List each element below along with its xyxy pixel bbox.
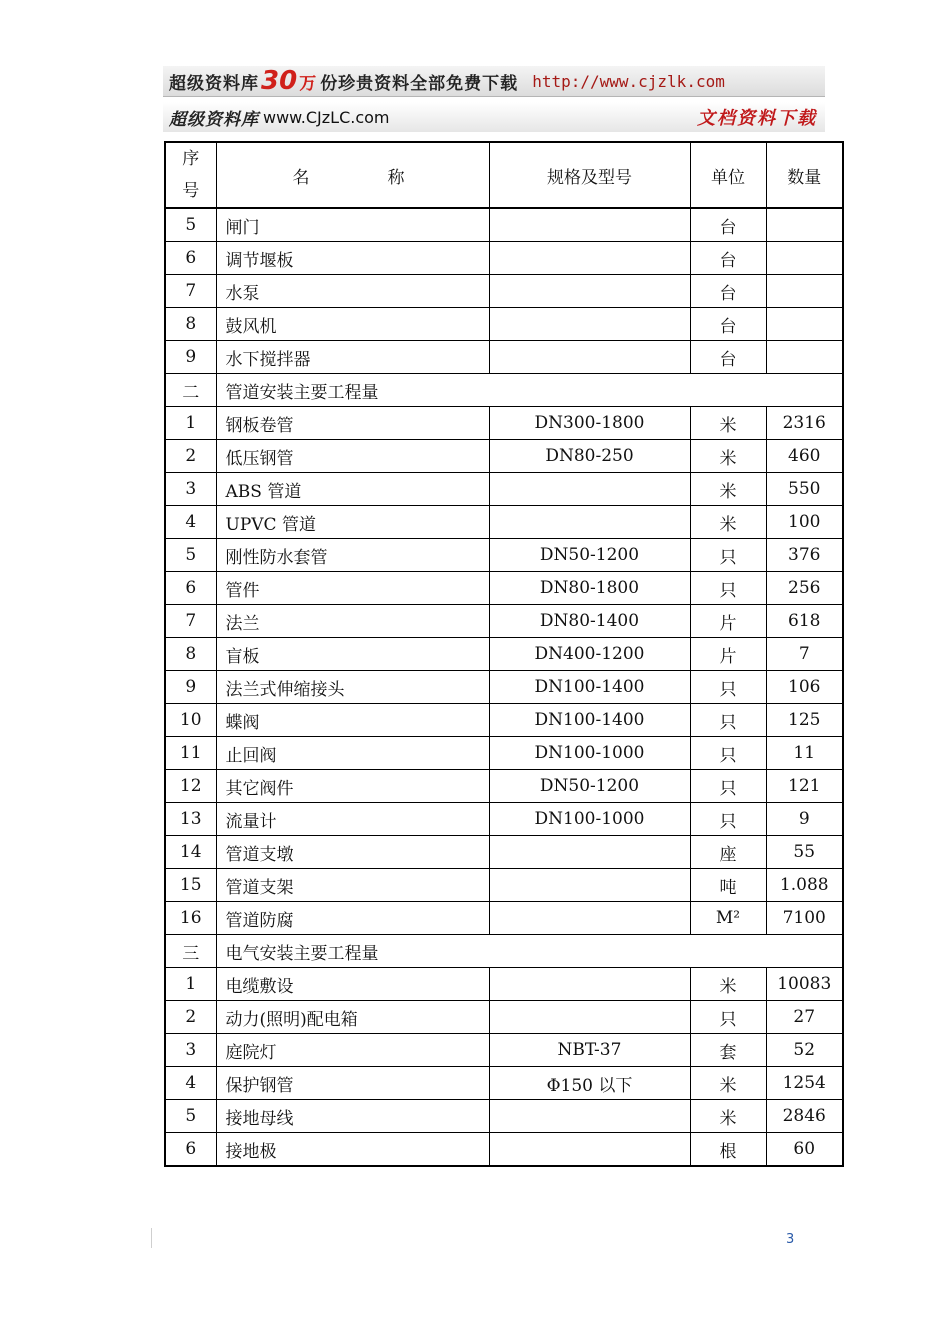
row-number: 12 [165,770,216,803]
item-qty: 9 [766,803,843,836]
item-spec: DN300-1800 [489,407,690,440]
table-row [165,572,843,605]
table-row [165,506,843,539]
item-spec: DN400-1200 [489,638,690,671]
table-row [165,902,843,935]
item-name: 钢板卷管 [216,407,489,440]
item-qty: 106 [766,671,843,704]
item-name: 庭院灯 [216,1034,489,1067]
item-qty: 55 [766,836,843,869]
item-spec [489,308,690,341]
table-body [165,208,843,1166]
item-unit: 米 [690,473,766,506]
item-spec [489,968,690,1001]
item-unit: 只 [690,572,766,605]
item-name: 管件 [216,572,489,605]
table-row [165,1001,843,1034]
item-unit: 台 [690,208,766,242]
item-name: 止回阀 [216,737,489,770]
item-unit: 只 [690,770,766,803]
table-row [165,473,843,506]
header-name-right: 称 [387,167,405,188]
section-row [165,374,843,407]
item-name: 调节堰板 [216,242,489,275]
item-name: 管道防腐 [216,902,489,935]
header-unit: 单位 [690,142,766,208]
item-spec [489,275,690,308]
item-spec [489,473,690,506]
table-row [165,242,843,275]
item-spec [489,836,690,869]
row-number: 13 [165,803,216,836]
item-name: 水下搅拌器 [216,341,489,374]
item-unit: 台 [690,341,766,374]
item-unit: 只 [690,803,766,836]
item-unit: 只 [690,737,766,770]
table-header-row [165,142,843,208]
row-number: 2 [165,1001,216,1034]
item-spec: DN100-1400 [489,671,690,704]
row-number: 5 [165,208,216,242]
item-name: 低压钢管 [216,440,489,473]
row-number: 6 [165,242,216,275]
table-row [165,1067,843,1100]
table-row [165,803,843,836]
item-qty [766,208,843,242]
item-spec: DN50-1200 [489,770,690,803]
banner-logo-cn: 超级资料库 [169,109,259,130]
table-row [165,275,843,308]
item-spec: DN80-250 [489,440,690,473]
row-number: 4 [165,506,216,539]
row-number: 5 [165,1100,216,1133]
row-number: 8 [165,308,216,341]
banner-site-name: 超级资料库 [169,73,259,94]
table-row [165,605,843,638]
row-number: 6 [165,572,216,605]
header-spec: 规格及型号 [489,142,690,208]
section-row [165,935,843,968]
banner-url-link[interactable]: http://www.cjzlk.com [532,71,725,91]
row-number: 三 [165,935,216,968]
row-number: 11 [165,737,216,770]
item-unit: 台 [690,242,766,275]
table-row [165,836,843,869]
table-row [165,407,843,440]
header-qty: 数量 [766,142,843,208]
item-name: 保护钢管 [216,1067,489,1100]
section-title: 电气安装主要工程量 [216,935,843,968]
table-row [165,341,843,374]
row-number: 15 [165,869,216,902]
header-seq-line1: 序 [182,149,200,169]
row-number: 5 [165,539,216,572]
banner-slogan: 份珍贵资料全部免费下载 [320,73,519,94]
item-unit: 米 [690,968,766,1001]
item-unit: 米 [690,506,766,539]
item-name: UPVC 管道 [216,506,489,539]
row-number: 7 [165,275,216,308]
item-unit: 只 [690,704,766,737]
item-qty: 100 [766,506,843,539]
item-spec [489,1100,690,1133]
item-spec [489,902,690,935]
page-number: 3 [786,1232,795,1247]
item-qty: 256 [766,572,843,605]
item-name: 法兰式伸缩接头 [216,671,489,704]
header-seq-line2: 号 [182,181,200,201]
row-number: 9 [165,671,216,704]
item-qty: 2846 [766,1100,843,1133]
section-title: 管道安装主要工程量 [216,374,843,407]
item-qty: 7 [766,638,843,671]
table-row [165,968,843,1001]
row-number: 3 [165,473,216,506]
item-name: 接地极 [216,1133,489,1167]
row-number: 2 [165,440,216,473]
row-number: 3 [165,1034,216,1067]
item-name: 闸门 [216,208,489,242]
item-unit: 片 [690,638,766,671]
item-spec: DN50-1200 [489,539,690,572]
item-unit: 台 [690,275,766,308]
table-row [165,1034,843,1067]
banner-download-link[interactable]: 文档资料下载 [697,108,817,129]
item-spec: DN80-1800 [489,572,690,605]
item-spec [489,1133,690,1167]
item-qty [766,341,843,374]
table-row [165,869,843,902]
banner-top-row [163,66,825,97]
item-qty: 10083 [766,968,843,1001]
item-qty: 1.088 [766,869,843,902]
table-row [165,440,843,473]
item-unit: 套 [690,1034,766,1067]
item-unit: 只 [690,1001,766,1034]
banner-number: 30 [261,66,298,96]
quantity-table [164,141,844,1167]
item-spec: DN100-1000 [489,803,690,836]
item-name: 法兰 [216,605,489,638]
table-row [165,671,843,704]
item-name: 蝶阀 [216,704,489,737]
row-number: 14 [165,836,216,869]
banner-logo[interactable] [169,105,390,130]
banner-logo-en: www.CJzLC.com [263,107,390,127]
item-qty: 1254 [766,1067,843,1100]
item-unit: 片 [690,605,766,638]
item-spec: Φ150 以下 [489,1067,690,1100]
header-banner [163,66,825,132]
item-spec: DN80-1400 [489,605,690,638]
row-number: 6 [165,1133,216,1167]
item-unit: 米 [690,1067,766,1100]
item-spec [489,208,690,242]
item-qty [766,242,843,275]
item-name: 流量计 [216,803,489,836]
item-qty: 7100 [766,902,843,935]
row-number: 10 [165,704,216,737]
table-row [165,308,843,341]
item-unit: 台 [690,308,766,341]
item-name: 管道支墩 [216,836,489,869]
table-row [165,1100,843,1133]
item-spec [489,341,690,374]
item-name: 刚性防水套管 [216,539,489,572]
table-row [165,1133,843,1167]
item-qty [766,275,843,308]
item-qty: 2316 [766,407,843,440]
item-unit: 米 [690,440,766,473]
row-number: 7 [165,605,216,638]
item-qty: 376 [766,539,843,572]
item-name: 鼓风机 [216,308,489,341]
banner-bottom-row [163,102,825,132]
row-number: 16 [165,902,216,935]
item-spec [489,1001,690,1034]
row-number: 8 [165,638,216,671]
item-unit: 只 [690,539,766,572]
banner-wan: 万 [299,73,317,94]
item-unit: 座 [690,836,766,869]
item-qty: 27 [766,1001,843,1034]
item-name: 其它阀件 [216,770,489,803]
table-row [165,638,843,671]
item-name: 动力(照明)配电箱 [216,1001,489,1034]
item-name: 水泵 [216,275,489,308]
item-spec [489,869,690,902]
row-number: 1 [165,407,216,440]
table-row [165,539,843,572]
header-seq [165,142,216,208]
header-name [216,142,489,208]
item-qty: 60 [766,1133,843,1167]
item-qty: 125 [766,704,843,737]
item-spec: DN100-1400 [489,704,690,737]
item-spec: NBT-37 [489,1034,690,1067]
item-qty [766,308,843,341]
row-number: 9 [165,341,216,374]
item-unit: 米 [690,407,766,440]
item-name: 电缆敷设 [216,968,489,1001]
table-row [165,208,843,242]
item-unit: 根 [690,1133,766,1167]
item-unit: 只 [690,671,766,704]
row-number: 1 [165,968,216,1001]
item-qty: 550 [766,473,843,506]
footer-divider [151,1228,152,1248]
item-unit: M² [690,902,766,935]
row-number: 4 [165,1067,216,1100]
item-name: 盲板 [216,638,489,671]
item-name: 接地母线 [216,1100,489,1133]
item-unit: 米 [690,1100,766,1133]
item-qty: 11 [766,737,843,770]
item-spec: DN100-1000 [489,737,690,770]
table-row [165,770,843,803]
table-row [165,704,843,737]
item-qty: 460 [766,440,843,473]
item-qty: 618 [766,605,843,638]
item-spec [489,506,690,539]
header-name-left: 名 [292,167,310,188]
item-qty: 52 [766,1034,843,1067]
item-qty: 121 [766,770,843,803]
item-unit: 吨 [690,869,766,902]
table-row [165,737,843,770]
row-number: 二 [165,374,216,407]
item-name: 管道支架 [216,869,489,902]
item-name: ABS 管道 [216,473,489,506]
item-spec [489,242,690,275]
